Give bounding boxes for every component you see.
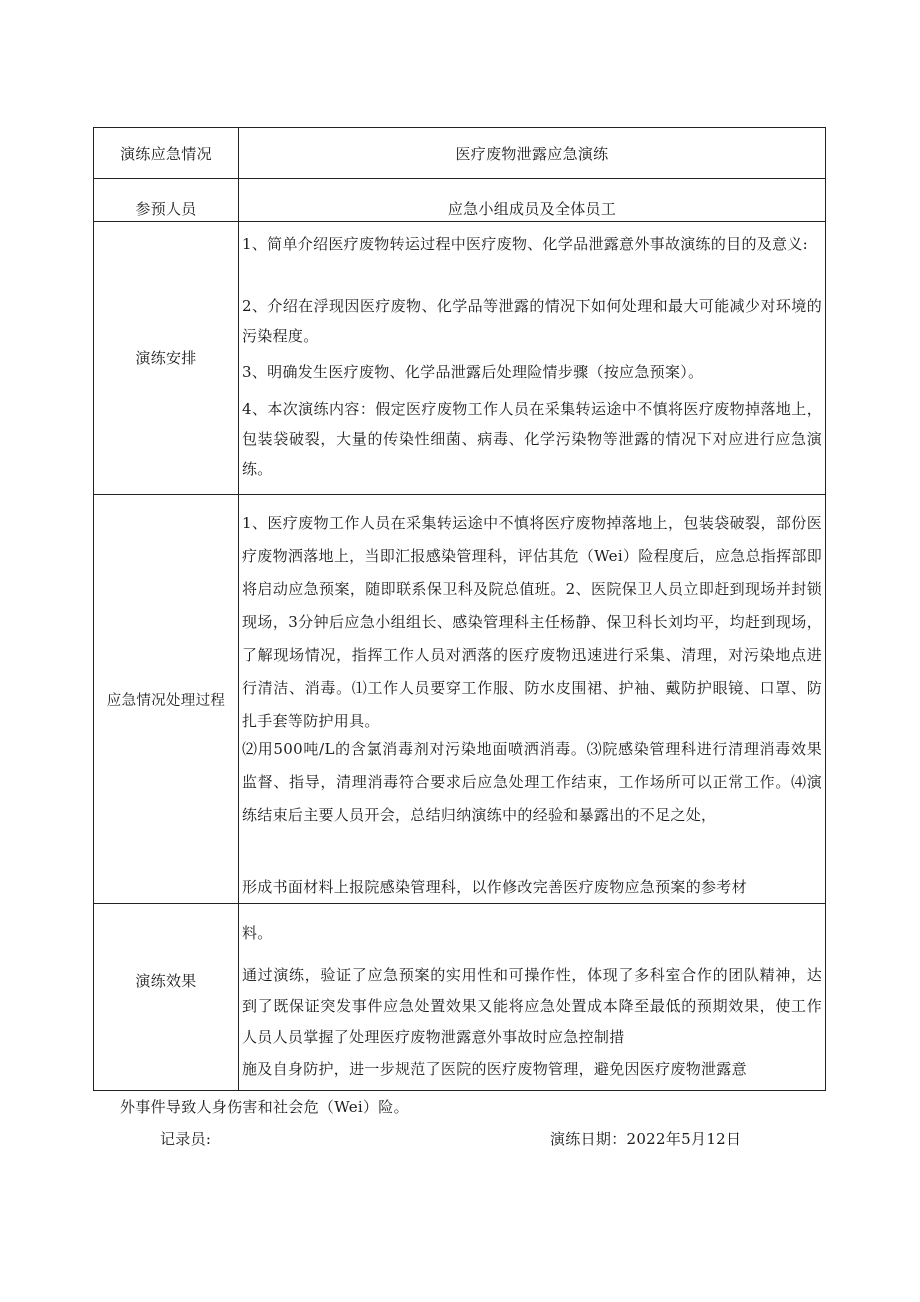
- row-divider: [94, 903, 825, 904]
- drill-date: 演练日期：2022年5月12日: [550, 1130, 742, 1148]
- effect-continuation: 外事件导致人身伤害和社会危（Wei）险。: [120, 1098, 409, 1116]
- recorder-label: 记录员:: [160, 1130, 212, 1148]
- participants-value: 应急小组成员及全体员工: [447, 200, 617, 218]
- emergency-process-label: 应急情况处理过程: [106, 693, 226, 709]
- arrangement-item: 2、介绍在浮现因医疗废物、化学品等泄露的情况下如何处理和最大可能减少对环境的污染程度。: [242, 297, 822, 345]
- row-divider: [94, 494, 825, 495]
- process-paragraph: 1、医疗废物工作人员在采集转运途中不慎将医疗废物掉落地上，包装袋破裂，部份医疗废物洒落地上，当即汇报感染管理科，评估其危（Wei）险程度后，应急总指挥部即将启动应急预案，随即联系保卫科及院总值班。2、医院保卫人员立即赶到现场并封锁现场，3分钟后应急小组组长、感染管理科主任杨静、保卫科长刘均平，均赶到现场，了解现场情况，指挥工作人员对洒落的医疗废物迅速进行采集、清理，对污染地点进行清洁、消毒。⑴工作人员要穿工作服、防水皮围裙、护袖、戴防护眼镜、口罩、防扎手套等防护用具。: [242, 514, 822, 730]
- arrangement-item: 4、本次演练内容：假定医疗废物工作人员在采集转运途中不慎将医疗废物掉落地上，包装袋破裂，大量的传染性细菌、病毒、化学污染物等泄露的情况下对应进行应急演练。: [242, 400, 822, 478]
- process-paragraph: ⑵用500吨/L的含氯消毒剂对污染地面喷洒消毒。⑶院感染管理科进行清理消毒效果监督、指导，清理消毒符合要求后应急处理工作结束，工作场所可以正常工作。⑷演练结束后主要人员开会，总结归纳演练中的经验和暴露出的不足之处，: [242, 740, 822, 824]
- drill-record-table: [93, 127, 826, 1091]
- arrangement-item: 1、简单介绍医疗废物转运过程中医疗废物、化学品泄露意外事故演练的目的及意义:: [242, 235, 809, 253]
- row-divider: [94, 178, 825, 179]
- arrangement-item: 3、明确发生医疗废物、化学品泄露后处理险情步骤（按应急预案）。: [242, 363, 704, 381]
- effect-paragraph: 通过演练，验证了应急预案的实用性和可操作性，体现了多科室合作的团队精神，达到了既保证突发事件应急处置效果又能将应急处置成本降至最低的预期效果，使工作人员人员掌握了处理医疗废物泄露意外事故时应急控制措: [242, 966, 822, 1046]
- drill-effect-label: 演练效果: [135, 972, 197, 990]
- drill-arrangement-label: 演练安排: [135, 349, 197, 367]
- drill-type-label: 演练应急情况: [120, 145, 212, 163]
- drill-type-value: 医疗废物泄露应急演练: [455, 145, 609, 163]
- effect-paragraph: 料。: [242, 924, 273, 942]
- participants-label: 参预人员: [135, 200, 197, 218]
- process-paragraph: 形成书面材料上报院感染管理科，以作修改完善医疗废物应急预案的参考材: [242, 878, 747, 896]
- effect-paragraph: 施及自身防护，进一步规范了医院的医疗废物管理，避免因医疗废物泄露意: [242, 1060, 747, 1078]
